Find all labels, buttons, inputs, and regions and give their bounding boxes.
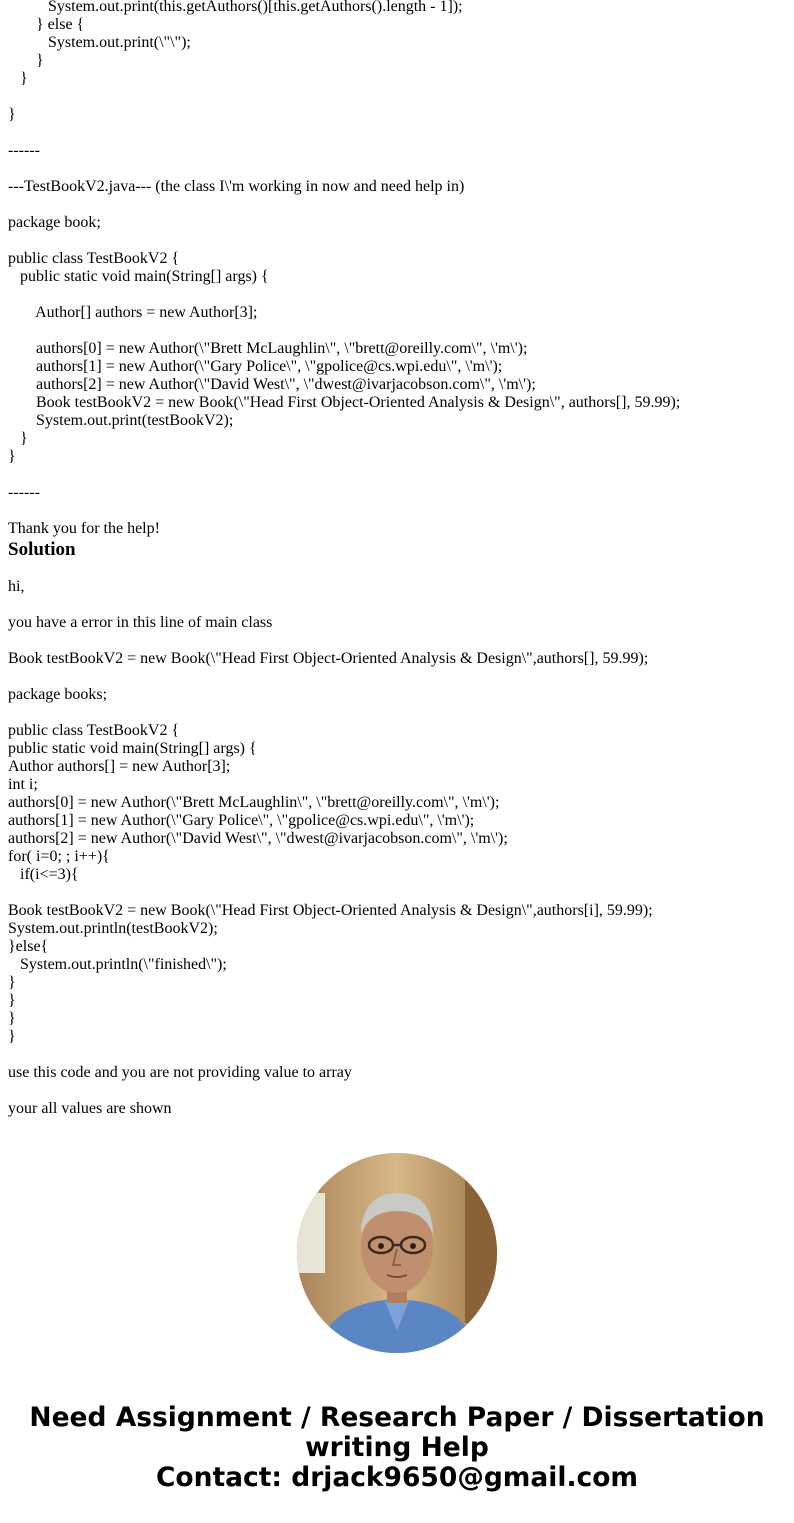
text-line: } xyxy=(8,992,16,1009)
banner-line-2: writing Help xyxy=(305,1432,489,1463)
text-line: if(i<=3){ xyxy=(8,866,79,883)
text-line: } xyxy=(8,70,28,87)
text-line: package book; xyxy=(8,214,101,231)
text-line: Author[] authors = new Author[3]; xyxy=(8,304,258,321)
author-photo xyxy=(297,1153,497,1353)
text-line: } xyxy=(8,106,16,123)
text-line: ---TestBookV2.java--- (the class I\'m working in now and need help in) xyxy=(8,178,465,195)
solution-heading: Solution xyxy=(8,539,76,560)
text-line: } xyxy=(8,448,16,465)
text-line: package books; xyxy=(8,686,108,703)
author-avatar xyxy=(297,1153,497,1353)
text-line: authors[0] = new Author(\"Brett McLaughlin\", \"brett@oreilly.com\", \'m\'); xyxy=(8,794,500,811)
text-line: Book testBookV2 = new Book(\"Head First Object-Oriented Analysis & Design\",authors[], 59.99); xyxy=(8,650,649,667)
text-line: your all values are shown xyxy=(8,1100,172,1117)
text-line: } xyxy=(8,52,44,69)
text-line: Book testBookV2 = new Book(\"Head First Object-Oriented Analysis & Design\",authors[i], 59.99); xyxy=(8,902,653,919)
text-line: use this code and you are not providing value to array xyxy=(8,1064,352,1081)
text-line: ------ xyxy=(8,142,40,159)
text-line: authors[2] = new Author(\"David West\", \"dwest@ivarjacobson.com\", \'m\'); xyxy=(8,830,508,847)
text-line: System.out.print(this.getAuthors()[this.getAuthors().length - 1]); xyxy=(8,0,463,15)
text-line: } xyxy=(8,430,28,447)
text-line: public static void main(String[] args) { xyxy=(8,268,269,285)
banner-line-1: Need Assignment / Research Paper / Dissertation xyxy=(29,1402,765,1433)
banner-line-3: Contact: drjack9650@gmail.com xyxy=(155,1462,639,1493)
text-line: public class TestBookV2 { xyxy=(8,250,180,267)
text-line: public class TestBookV2 { xyxy=(8,722,180,739)
text-line: } else { xyxy=(8,16,85,33)
text-line: ------ xyxy=(8,484,40,501)
text-line: authors[1] = new Author(\"Gary Police\", \"gpolice@cs.wpi.edu\", \'m\'); xyxy=(8,358,503,375)
text-line: }else{ xyxy=(8,938,49,955)
text-line: for( i=0; ; i++){ xyxy=(8,848,110,865)
text-line: you have a error in this line of main class xyxy=(8,614,273,631)
text-line: System.out.print(testBookV2); xyxy=(8,412,234,429)
text-line: public static void main(String[] args) { xyxy=(8,740,257,757)
text-line: authors[2] = new Author(\"David West\", \"dwest@ivarjacobson.com\", \'m\'); xyxy=(8,376,536,393)
text-line: hi, xyxy=(8,578,25,595)
text-line: Book testBookV2 = new Book(\"Head First Object-Oriented Analysis & Design\", authors[], 59.99); xyxy=(8,394,681,411)
text-line: } xyxy=(8,1010,16,1027)
text-line: } xyxy=(8,1028,16,1045)
text-line: System.out.println(testBookV2); xyxy=(8,920,218,937)
text-line: } xyxy=(8,974,16,991)
text-line: System.out.println(\"finished\"); xyxy=(8,956,227,973)
text-line: int i; xyxy=(8,776,38,793)
text-line: Author authors[] = new Author[3]; xyxy=(8,758,231,775)
text-line: authors[0] = new Author(\"Brett McLaughlin\", \"brett@oreilly.com\", \'m\'); xyxy=(8,340,528,357)
contact-banner xyxy=(0,1403,794,1493)
text-line: System.out.print(\"\"); xyxy=(8,34,191,51)
text-line: Thank you for the help! xyxy=(8,520,160,537)
text-line: authors[1] = new Author(\"Gary Police\", \"gpolice@cs.wpi.edu\", \'m\'); xyxy=(8,812,475,829)
